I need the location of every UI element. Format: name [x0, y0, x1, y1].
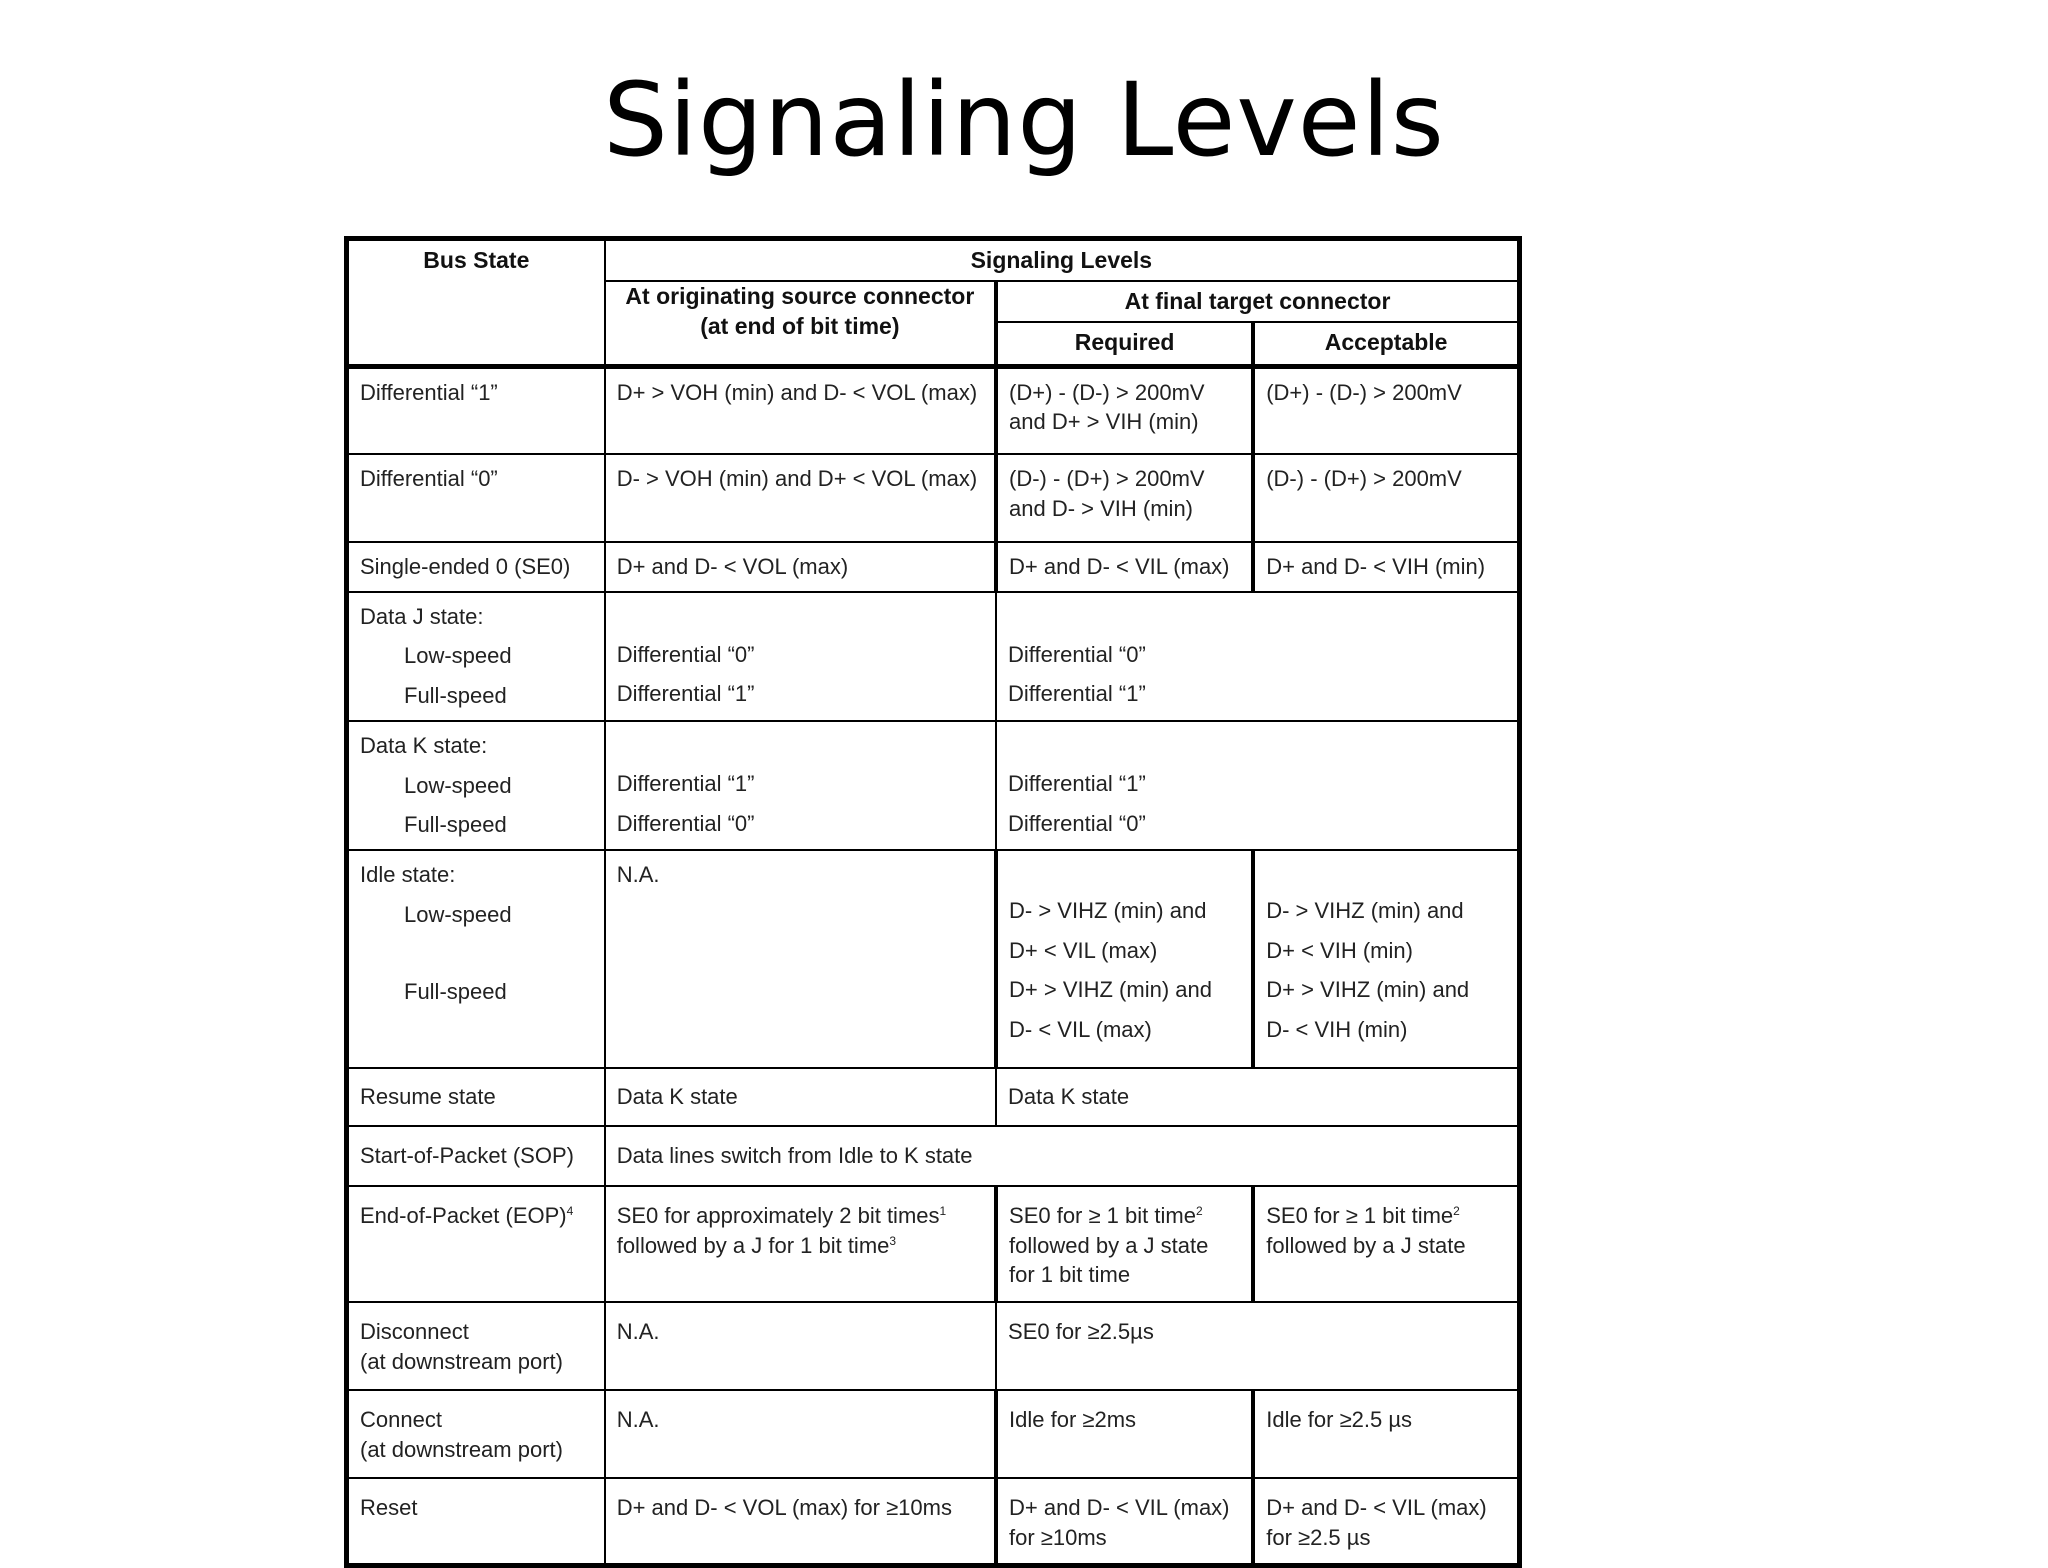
originating-cell: D+ > VOH (min) and D- < VOL (max): [605, 366, 996, 454]
header-required: Required: [996, 322, 1253, 366]
cell-line: Differential “0”: [1008, 641, 1146, 667]
cell-line: followed by a J for 1 bit time$^3$: [616, 1232, 897, 1258]
state-label: Connect: [360, 1406, 442, 1432]
cell-line: D+ < VIL (max): [1009, 937, 1158, 963]
bus-state-cell: [347, 850, 605, 1068]
originating-cell: N.A.: [605, 1390, 996, 1478]
cell-line: Differential “1”: [616, 681, 755, 707]
footnote-marker: 2: [1453, 1203, 1460, 1218]
state-label: Data J state:: [360, 603, 484, 629]
header-originating: At originating source connector (at end of bit time): [605, 281, 996, 366]
cell-line: for 1 bit time: [1009, 1262, 1131, 1288]
required-cell: Idle for ≥2ms: [996, 1390, 1253, 1478]
header-signaling-levels: Signaling Levels: [605, 239, 1520, 282]
acceptable-cell: (D+) - (D-) > 200mV: [1253, 366, 1519, 454]
bus-state-cell: Reset: [347, 1478, 605, 1566]
bus-state-cell: Differential “0”: [347, 454, 605, 542]
originating-cell: D- > VOH (min) and D+ < VOL (max): [605, 454, 996, 542]
required-cell: [996, 1478, 1253, 1566]
footnote-marker: 3: [889, 1233, 897, 1248]
state-sub-low: Low-speed: [404, 643, 512, 669]
final-target-cell: Data K state: [996, 1068, 1519, 1126]
final-target-cell: [996, 721, 1519, 850]
table-row: [347, 592, 1520, 721]
cell-line: Differential “0”: [616, 810, 755, 836]
table-row: [347, 721, 1520, 850]
table-row: [347, 366, 1520, 454]
cell-line: followed by a J state: [1009, 1232, 1209, 1258]
state-label: Disconnect: [360, 1318, 469, 1344]
bus-state-cell: Differential “1”: [347, 366, 605, 454]
cell-line: D- < VIL (max): [1009, 1016, 1152, 1042]
originating-cell: [605, 721, 996, 850]
cell-line: D+ and D- < VIL (max): [1009, 1494, 1230, 1520]
originating-cell: [605, 592, 996, 721]
state-label: Data K state:: [360, 732, 488, 758]
cell-line: Differential “1”: [1008, 770, 1146, 796]
bus-state-cell: Start-of-Packet (SOP): [347, 1126, 605, 1186]
cell-line: Differential “1”: [1008, 681, 1146, 707]
state-label: Idle state:: [360, 861, 456, 887]
acceptable-cell: Idle for ≥2.5 µs: [1253, 1390, 1519, 1478]
state-label: End-of-Packet (EOP): [360, 1202, 567, 1228]
table-row: [347, 850, 1520, 1068]
originating-cell: [605, 1186, 996, 1302]
originating-cell: N.A.: [605, 850, 996, 1068]
required-cell: [996, 366, 1253, 454]
footnote-marker: 2: [1195, 1203, 1203, 1218]
cell-line: for ≥2.5 µs: [1266, 1524, 1371, 1550]
table-row: [347, 1126, 1520, 1186]
cell-line: and D- > VIH (min): [1009, 495, 1194, 521]
cell-line: D+ > VIHZ (min) and: [1266, 977, 1470, 1003]
sop-cell: Data lines switch from Idle to K state: [605, 1126, 1520, 1186]
cell-line: SE0 for approximately 2 bit times$^1$: [616, 1202, 947, 1228]
required-cell: D+ and D- < VIL (max): [996, 542, 1253, 592]
bus-state-cell: [347, 592, 605, 721]
table-row: [347, 1302, 1520, 1390]
bus-state-cell: [347, 1302, 605, 1390]
acceptable-cell: [1253, 1478, 1519, 1566]
cell-line: (D+) - (D-) > 200mV: [1009, 379, 1205, 405]
header-acceptable: Acceptable: [1253, 322, 1519, 366]
required-cell: [996, 454, 1253, 542]
bus-state-cell: Resume state: [347, 1068, 605, 1126]
cell-line: Differential “1”: [616, 770, 755, 796]
originating-cell: D+ and D- < VOL (max) for ≥10ms: [605, 1478, 996, 1566]
state-label: (at downstream port): [360, 1436, 563, 1462]
bus-state-cell: [347, 1186, 605, 1302]
header-final-target: At final target connector: [996, 281, 1519, 322]
acceptable-cell: [1253, 1186, 1519, 1302]
cell-line: followed by a J state: [1266, 1232, 1466, 1258]
cell-line: for ≥10ms: [1009, 1524, 1107, 1550]
slide-title: Signaling Levels: [603, 61, 1445, 180]
cell-line: D- < VIH (min): [1266, 1016, 1408, 1042]
cell-line: and D+ > VIH (min): [1009, 409, 1199, 435]
footnote-marker: 1: [939, 1203, 947, 1218]
state-sub-low: Low-speed: [404, 772, 512, 798]
state-sub-low: Low-speed: [404, 901, 512, 927]
cell-line: SE0 for ≥ 1 bit time$^2$: [1009, 1202, 1203, 1228]
table-row: [347, 1068, 1520, 1126]
required-cell: [996, 850, 1253, 1068]
acceptable-cell: [1253, 850, 1519, 1068]
cell-line: D- > VIHZ (min) and: [1266, 897, 1464, 923]
final-target-cell: SE0 for ≥2.5µs: [996, 1302, 1519, 1390]
cell-line: D- > VIHZ (min) and: [1009, 897, 1207, 923]
required-cell: [996, 1186, 1253, 1302]
cell-line: (D-) - (D+) > 200mV: [1009, 466, 1205, 492]
table-row: [347, 1186, 1520, 1302]
signaling-levels-table: [344, 236, 1522, 1568]
state-sub-full: Full-speed: [404, 683, 507, 709]
originating-cell: Data K state: [605, 1068, 996, 1126]
cell-line: Differential “0”: [616, 641, 755, 667]
table-row: [347, 1478, 1520, 1566]
cell-line: SE0 for ≥ 1 bit time$^2$: [1266, 1202, 1460, 1228]
footnote-marker: 4: [566, 1203, 574, 1218]
table-row: [347, 454, 1520, 542]
state-label: (at downstream port): [360, 1348, 563, 1374]
table-row: [347, 542, 1520, 592]
bus-state-cell: [347, 1390, 605, 1478]
bus-state-cell: Single-ended 0 (SE0): [347, 542, 605, 592]
cell-line: Differential “0”: [1008, 810, 1146, 836]
state-sub-full: Full-speed: [404, 979, 507, 1005]
bus-state-cell: [347, 721, 605, 850]
cell-line: D+ < VIH (min): [1266, 937, 1413, 963]
originating-cell: D+ and D- < VOL (max): [605, 542, 996, 592]
originating-cell: N.A.: [605, 1302, 996, 1390]
acceptable-cell: D+ and D- < VIH (min): [1253, 542, 1519, 592]
table-row: [347, 1390, 1520, 1478]
cell-line: D+ > VIHZ (min) and: [1009, 977, 1212, 1003]
state-sub-full: Full-speed: [404, 812, 507, 838]
acceptable-cell: (D-) - (D+) > 200mV: [1253, 454, 1519, 542]
cell-line: D+ and D- < VIL (max): [1266, 1494, 1487, 1520]
header-bus-state: Bus State: [347, 239, 605, 367]
final-target-cell: [996, 592, 1519, 721]
